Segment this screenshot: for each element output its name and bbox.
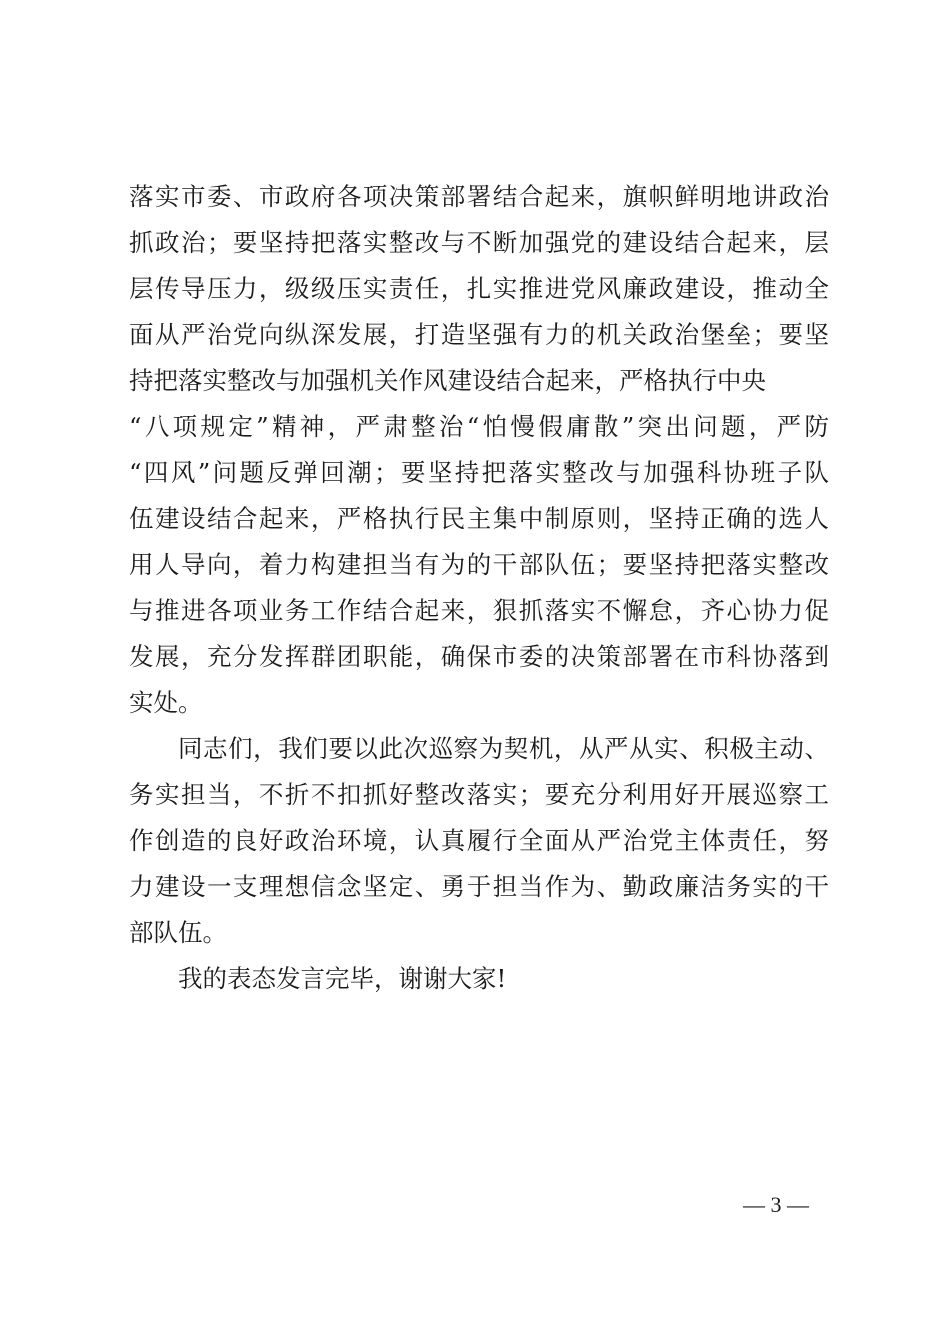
text-line: 我的表态发言完毕，谢谢大家! bbox=[178, 964, 507, 993]
text-line: 面从严治党向纵深发展，打造坚强有力的机关政治堡垒；要坚 bbox=[129, 320, 829, 349]
text-line: 与推进各项业务工作结合起来，狠抓落实不懈怠，齐心协力促 bbox=[129, 596, 829, 625]
text-line: 务实担当，不折不扣抓好整改落实；要充分利用好开展巡察工 bbox=[129, 780, 829, 809]
text-line: 落实市委、市政府各项决策部署结合起来，旗帜鲜明地讲政治 bbox=[129, 182, 829, 211]
text-line: 层传导压力，级级压实责任，扎实推进党风廉政建设，推动全 bbox=[129, 274, 829, 303]
paragraph-1 bbox=[129, 174, 829, 726]
text-line: 力建设一支理想信念坚定、勇于担当作为、勤政廉洁务实的干 bbox=[129, 872, 829, 901]
text-line: 发展，充分发挥群团职能，确保市委的决策部署在市科协落到 bbox=[129, 642, 829, 671]
paragraph-3 bbox=[129, 956, 829, 1002]
text-line: 伍建设结合起来，严格执行民主集中制原则，坚持正确的选人 bbox=[129, 504, 829, 533]
text-line: “四风”问题反弹回潮；要坚持把落实整改与加强科协班子队 bbox=[129, 458, 829, 487]
page-number: — 3 — bbox=[743, 1192, 809, 1217]
text-line: 抓政治；要坚持把落实整改与不断加强党的建设结合起来，层 bbox=[129, 228, 829, 257]
text-line: 同志们，我们要以此次巡察为契机，从严从实、积极主动、 bbox=[178, 734, 829, 763]
text-line: 实处。 bbox=[129, 688, 203, 717]
text-line: “八项规定”精神，严肃整治“怕慢假庸散”突出问题，严防 bbox=[129, 412, 829, 441]
text-line: 作创造的良好政治环境，认真履行全面从严治党主体责任，努 bbox=[129, 826, 829, 855]
text-line: 持把落实整改与加强机关作风建设结合起来，严格执行中央 bbox=[129, 366, 766, 395]
document-body bbox=[129, 174, 829, 1002]
text-line: 部队伍。 bbox=[129, 918, 227, 947]
text-line: 用人导向，着力构建担当有为的干部队伍；要坚持把落实整改 bbox=[129, 550, 829, 579]
paragraph-2 bbox=[129, 726, 829, 956]
